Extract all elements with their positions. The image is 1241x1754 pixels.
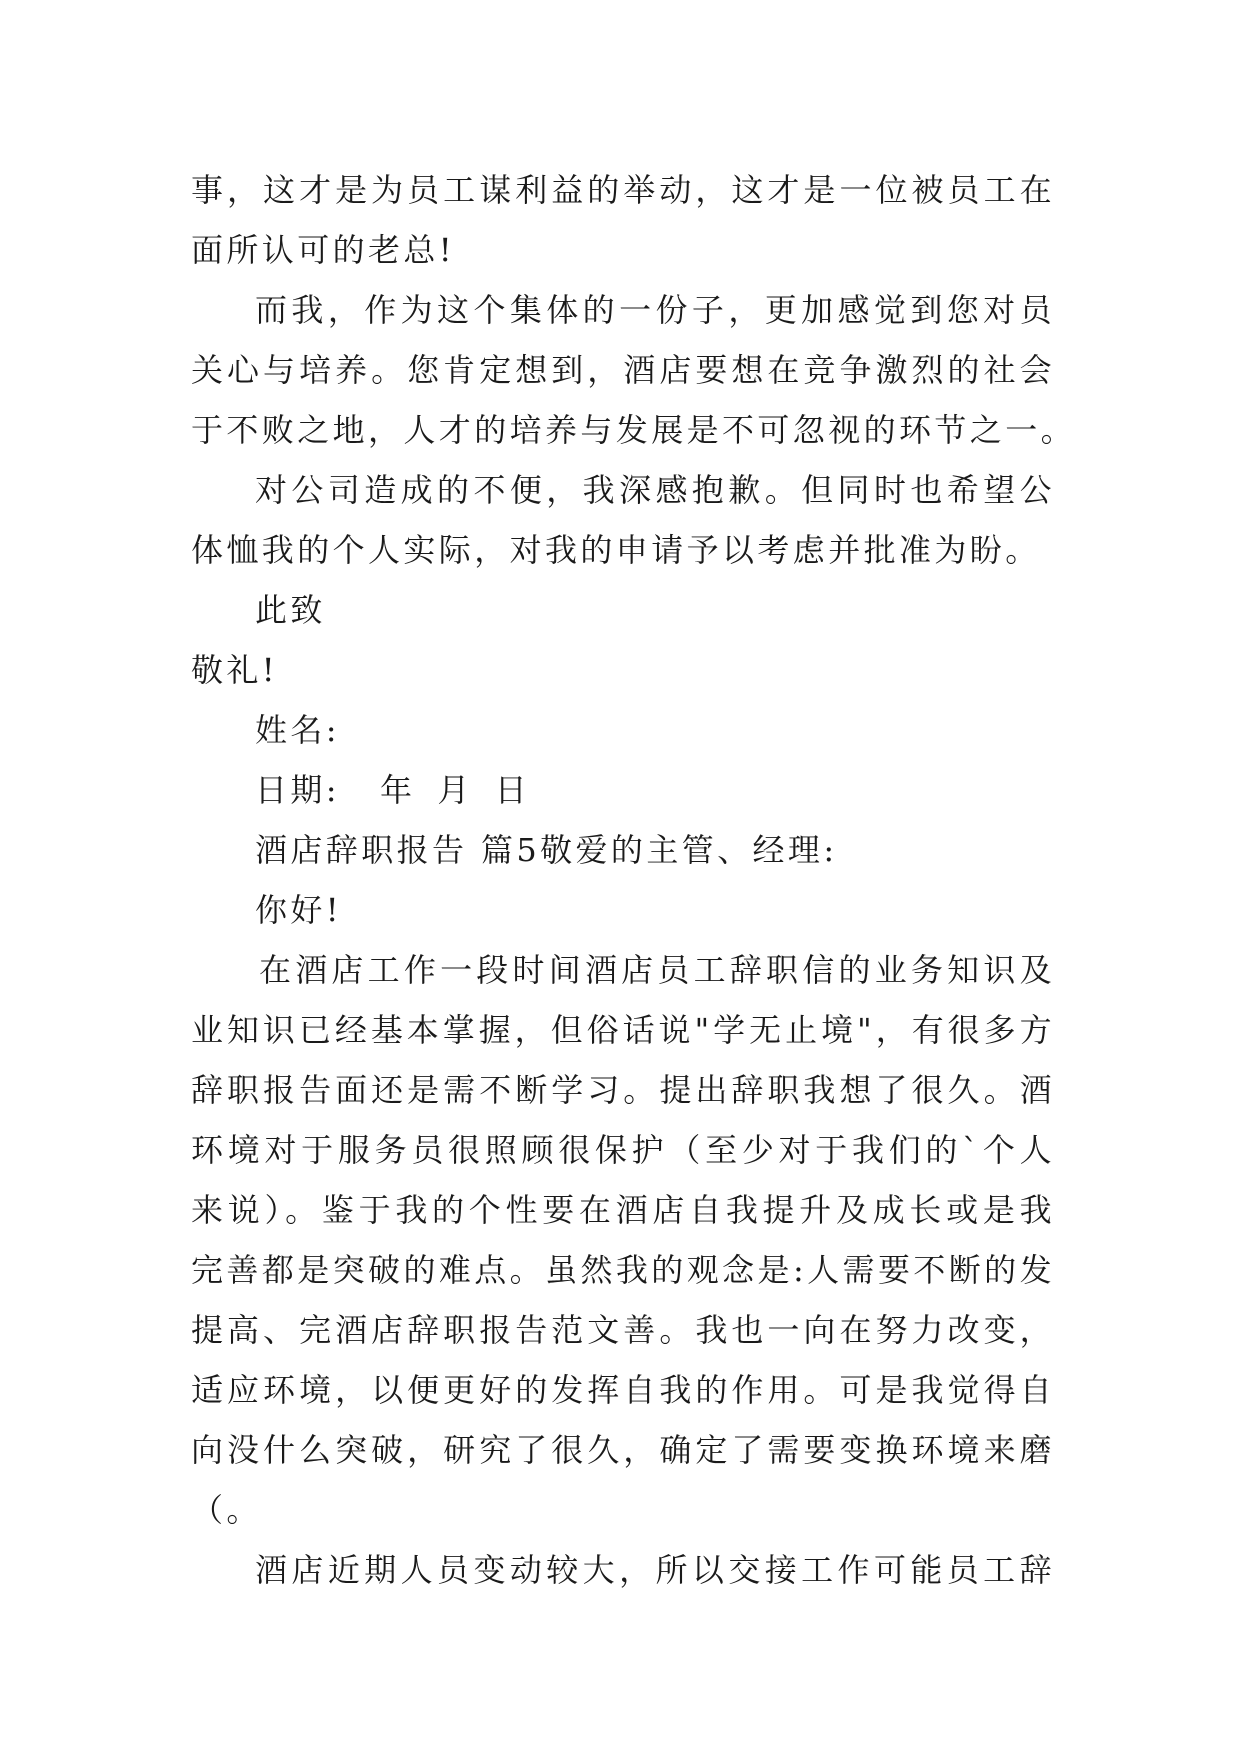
text-line: 业知识已经基本掌握，但俗话说"学无止境"，有很多方 bbox=[191, 1011, 1055, 1049]
text-line: 适应环境，以便更好的发挥自我的作用。可是我觉得自 bbox=[191, 1371, 1055, 1409]
name-field-label: 姓名: bbox=[255, 711, 340, 749]
closing-phrase: 此致 bbox=[255, 591, 326, 629]
text-line: 关心与培养。您肯定想到，酒店要想在竞争激烈的社会 bbox=[191, 351, 1055, 389]
text-line: 来说）。鉴于我的个性要在酒店自我提升及成长或是我 bbox=[191, 1191, 1055, 1229]
paragraph-start-line: 对公司造成的不便，我深感抱歉。但同时也希望公 bbox=[255, 471, 1055, 509]
greeting: 你好! bbox=[255, 891, 343, 929]
paragraph-start-line: 在酒店工作一段时间酒店员工辞职信的业务知识及 bbox=[259, 951, 1055, 989]
text-line: 提高、完酒店辞职报告范文善。我也一向在努力改变， bbox=[191, 1311, 1055, 1349]
salutation-closing: 敬礼! bbox=[191, 651, 279, 689]
date-month-label: 月 bbox=[437, 771, 473, 809]
text-line: 于不败之地，人才的培养与发展是不可忽视的环节之一。 bbox=[191, 411, 1077, 449]
date-field-label: 日期: bbox=[255, 771, 340, 809]
text-line: 体恤我的个人实际，对我的申请予以考虑并批准为盼。 bbox=[191, 531, 1041, 569]
date-year-label: 年 bbox=[379, 771, 416, 809]
date-field-line bbox=[191, 760, 1055, 820]
section-heading: 酒店辞职报告 篇5敬爱的主管、经理: bbox=[255, 831, 838, 869]
paragraph-start-line: 酒店近期人员变动较大，所以交接工作可能员工辞 bbox=[255, 1551, 1055, 1589]
document-body bbox=[191, 160, 1077, 1600]
paragraph-start-line: 而我，作为这个集体的一份子，更加感觉到您对员 bbox=[255, 291, 1055, 329]
text-line: 辞职报告面还是需不断学习。提出辞职我想了很久。酒 bbox=[191, 1071, 1055, 1109]
text-line: 完善都是突破的难点。虽然我的观念是:人需要不断的发 bbox=[191, 1251, 1055, 1289]
text-line: 向没什么突破，研究了很久，确定了需要变换环境来磨 bbox=[191, 1431, 1055, 1469]
date-day-label: 日 bbox=[494, 771, 531, 809]
text-line: 事，这才是为员工谋利益的举动，这才是一位被员工在 bbox=[191, 171, 1055, 209]
text-line: 环境对于服务员很照顾很保护（至少对于我们的`个人 bbox=[191, 1131, 1055, 1169]
text-line: （。 bbox=[191, 1491, 262, 1529]
text-line: 面所认可的老总! bbox=[191, 231, 456, 269]
